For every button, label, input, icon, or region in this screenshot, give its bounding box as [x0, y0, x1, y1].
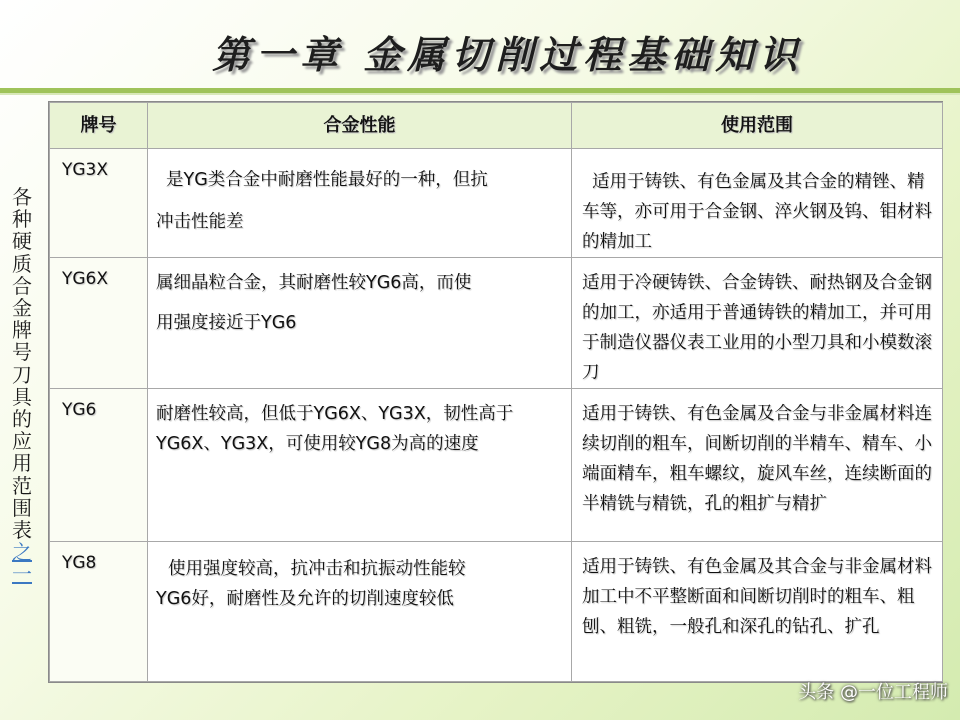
performance-cell [148, 542, 572, 682]
side-title-char: 具 [12, 384, 32, 409]
side-title-link[interactable]: 之 [12, 540, 32, 565]
side-title-char: 质 [12, 251, 32, 276]
brand-cell: YG3X [50, 149, 148, 258]
carbide-grades-table [48, 101, 943, 683]
performance-text: 用强度接近于YG6 [156, 313, 297, 333]
performance-cell [148, 258, 572, 389]
side-title-char: 的 [12, 407, 32, 432]
title-divider-shadow [0, 93, 960, 95]
performance-text: 冲击性能差 [156, 212, 244, 232]
side-title-char: 围 [12, 495, 32, 520]
usage-cell: 适用于冷硬铸铁、合金铸铁、耐热钢及合金钢的加工，亦适用于普通铸铁的精加工，并可用于制造仪器仪表工业用的小型刀具和小模数滚刀 [572, 258, 943, 389]
table-row [50, 258, 943, 389]
slide-title: 第一章 金属切削过程基础知识 [212, 32, 804, 77]
brand-cell: YG8 [50, 542, 148, 682]
performance-text: 使用强度较高，抗冲击和抗振动性能较 [168, 559, 466, 579]
performance-cell: 耐磨性较高，但低于YG6X、YG3X，韧性高于YG6X、YG3X，可使用较YG8为高的速度 [148, 389, 572, 542]
side-title-char: 应 [12, 429, 32, 454]
side-title-link[interactable]: 一 [12, 562, 32, 587]
performance-text: YG6好，耐磨性及允许的切削速度较低 [156, 589, 454, 609]
table-header-row [50, 103, 943, 149]
performance-cell [148, 149, 572, 258]
table-row [50, 542, 943, 682]
table-row [50, 149, 943, 258]
side-title-char: 金 [12, 296, 32, 321]
usage-cell: 适用于铸铁、有色金属及合金与非金属材料连续切削的粗车，间断切削的半精车、精车、小端面精车，粗车螺纹，旋风车丝，连续断面的半精铣与精铣，孔的粗扩与精扩 [572, 389, 943, 542]
side-title-char: 各 [12, 185, 32, 209]
side-title-char: 合 [12, 273, 32, 298]
side-title-char: 刀 [12, 362, 32, 387]
usage-cell: 适用于铸铁、有色金属及其合金与非金属材料加工中不平整断面和间断切削时的粗车、粗刨、粗铣，一般孔和深孔的钻孔、扩孔 [572, 542, 943, 682]
side-title-char: 硬 [12, 229, 32, 254]
brand-cell: YG6 [50, 389, 148, 542]
side-title-char: 号 [12, 340, 32, 365]
side-title-char: 牌 [12, 318, 32, 343]
usage-cell [572, 149, 943, 258]
performance-text: 属细晶粒合金，其耐磨性较YG6高，而使 [156, 273, 472, 293]
side-title-char: 用 [12, 451, 32, 476]
vertical-side-title [8, 186, 36, 586]
brand-cell: YG6X [50, 258, 148, 389]
side-title-char: 表 [12, 518, 32, 543]
watermark: 头条 @一位工程师 [798, 682, 948, 703]
table-row [50, 389, 943, 542]
usage-text: 适用于铸铁、有色金属及其合金的精锉、精车等，亦可用于合金钢、淬火钢及钨、钼材料的精加工 [582, 172, 932, 252]
performance-text: 是YG类合金中耐磨性能最好的一种，但抗 [166, 170, 488, 190]
side-title-char: 范 [12, 473, 32, 498]
side-title-char: 种 [12, 207, 32, 232]
header-brand: 牌号 [50, 103, 148, 149]
header-usage: 使用范围 [572, 103, 943, 149]
header-performance: 合金性能 [148, 103, 572, 149]
